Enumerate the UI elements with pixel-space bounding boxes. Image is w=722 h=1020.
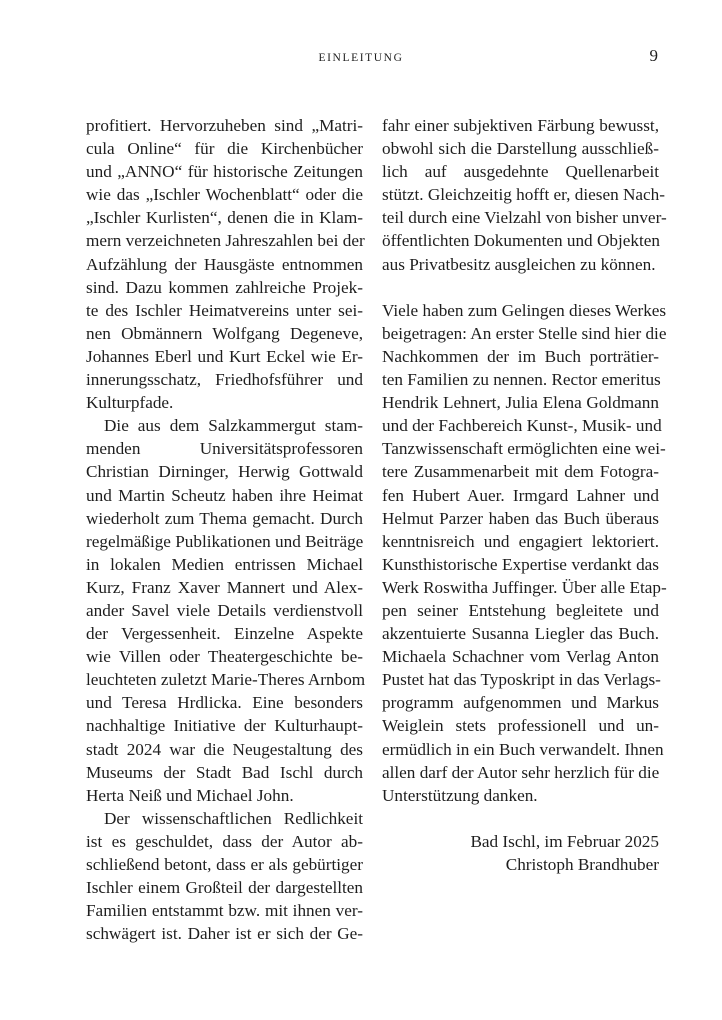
text-line: der Vergessenheit. Einzelne Aspekte xyxy=(86,624,363,644)
text-line: kenntnisreich und engagiert lektoriert. xyxy=(382,531,659,551)
text-line: regelmäßige Publikationen und Beiträge xyxy=(86,531,364,551)
page-number: 9 xyxy=(649,46,658,65)
text-line: schließend betont, dass er als gebürtiger xyxy=(86,855,363,874)
text-line: pen seiner Entstehung begleitete und xyxy=(382,600,659,620)
text-line: in lokalen Medien entrissen Michael xyxy=(86,554,363,574)
text-line: fen Hubert Auer. Irmgard Lahner und xyxy=(382,485,659,505)
text-line: Hendrik Lehnert, Julia Elena Goldmann xyxy=(382,393,659,413)
text-line: Kulturpfade. xyxy=(86,393,174,413)
text-line: Pustet hat das Typoskript in das Verlags- xyxy=(382,670,661,690)
text-line: aus Privatbesitz ausgleichen zu können. xyxy=(382,254,656,274)
signature-place-date: Bad Ischl, im Februar 2025 xyxy=(470,831,659,851)
text-line: teil durch eine Vielzahl von bisher unver- xyxy=(382,208,667,228)
text-line: öffentlichten Dokumenten und Objekten xyxy=(382,231,660,251)
text-line: Christian Dirninger, Herwig Gottwald xyxy=(86,462,363,482)
text-line: cula Online“ für die Kirchenbücher xyxy=(86,139,363,159)
text-line: Michaela Schachner vom Verlag Anton xyxy=(382,647,659,667)
text-line: leuchteten zuletzt Marie-Theres Arnbom xyxy=(86,670,366,690)
text-line: Nachkommen der im Buch porträtier- xyxy=(382,346,659,366)
text-line: innerungsschatz, Friedhofsführer und xyxy=(86,370,363,390)
text-line: ermüdlich in ein Buch verwandelt. Ihnen xyxy=(382,739,664,759)
text-line: nachhaltige Initiative der Kulturhaupt- xyxy=(86,716,363,736)
text-line: mern verzeichneten Jahreszahlen bei der xyxy=(86,231,365,251)
text-line: und Teresa Hrdlicka. Eine besonders xyxy=(86,693,363,713)
text-line: und der Fachbereich Kunst-, Musik- und xyxy=(382,416,662,436)
text-line: „Ischler Kurlisten“, denen die in Klam- xyxy=(86,208,363,228)
text-line: Viele haben zum Gelingen dieses Werkes xyxy=(382,300,667,320)
text-line: profitiert. Hervorzuheben sind „Matri- xyxy=(86,116,363,135)
text-line: nen Obmännern Wolfgang Degeneve, xyxy=(86,323,363,343)
text-line: Familien entstammt bzw. mit ihnen ver- xyxy=(86,901,363,921)
text-line: und Martin Scheutz haben ihre Heimat xyxy=(86,485,363,505)
text-line: Werk Roswitha Juffinger. Über alle Etap- xyxy=(382,577,667,597)
text-line: ten Familien zu nennen. Rector emeritus xyxy=(382,370,661,390)
text-line: Tanzwissenschaft ermöglichten eine wei- xyxy=(382,439,666,459)
text-line: Aufzählung der Hausgäste entnommen xyxy=(86,254,363,274)
text-line: Kunsthistorische Expertise verdankt das xyxy=(382,554,659,574)
text-line: und „ANNO“ für historische Zeitungen xyxy=(86,162,363,182)
text-line: menden Universitätsprofessoren xyxy=(86,439,363,459)
paragraph-gap xyxy=(382,276,659,299)
text-line: beigetragen: An erster Stelle sind hier die xyxy=(382,323,667,343)
text-line: allen darf der Autor sehr herzlich für die xyxy=(382,762,660,782)
text-line: Ischler einem Großteil der dargestellten xyxy=(86,878,363,898)
text-line: tere Zusammenarbeit mit dem Fotogra- xyxy=(382,462,659,482)
text-line: Museums der Stadt Bad Ischl durch xyxy=(86,762,363,782)
text-line: Der wissenschaftlichen Redlichkeit xyxy=(104,808,363,828)
running-head-title: EINLEITUNG xyxy=(318,52,404,64)
text-line: Helmut Parzer haben das Buch überaus xyxy=(382,508,659,528)
text-line: Weiglein stets professionell und un- xyxy=(382,716,659,736)
text-line: Kurz, Franz Xaver Mannert und Alex- xyxy=(86,577,363,597)
text-line: lich auf ausgedehnte Quellenarbeit xyxy=(382,162,659,182)
text-line: sind. Dazu kommen zahlreiche Projek- xyxy=(86,277,363,297)
text-line: stadt 2024 war die Neugestaltung des xyxy=(86,739,363,759)
text-line: fahr einer subjektiven Färbung bewusst, xyxy=(382,116,659,135)
text-line: stützt. Gleichzeitig hofft er, diesen Nach- xyxy=(382,185,665,205)
text-line: Die aus dem Salzkammergut stam- xyxy=(104,416,363,436)
left-column xyxy=(86,114,366,945)
signature-author: Christoph Brandhuber xyxy=(505,855,659,874)
text-line: wiederholt zum Thema gemacht. Durch xyxy=(86,508,363,528)
text-line: obwohl sich die Darstellung ausschließ- xyxy=(382,139,659,159)
text-line: Johannes Eberl und Kurt Eckel wie Er- xyxy=(86,346,363,366)
paragraph-gap xyxy=(382,807,659,830)
text-line: ander Savel viele Details verdienstvoll xyxy=(86,600,363,620)
text-line: programm aufgenommen und Markus xyxy=(382,693,659,713)
text-line: Herta Neiß und Michael John. xyxy=(86,785,294,805)
text-line: wie das „Ischler Wochenblatt“ oder die xyxy=(86,185,363,205)
text-line: akzentuierte Susanna Liegler das Buch. xyxy=(382,624,659,644)
right-column xyxy=(382,114,667,876)
text-line: schwägert ist. Daher ist er sich der Ge- xyxy=(86,924,363,944)
text-line: Unterstützung danken. xyxy=(382,785,538,805)
text-line: ist es geschuldet, dass der Autor ab- xyxy=(86,831,363,851)
text-line: te des Ischler Heimatvereins unter sei- xyxy=(86,300,363,320)
text-line: wie Villen oder Theatergeschichte be- xyxy=(86,647,363,667)
